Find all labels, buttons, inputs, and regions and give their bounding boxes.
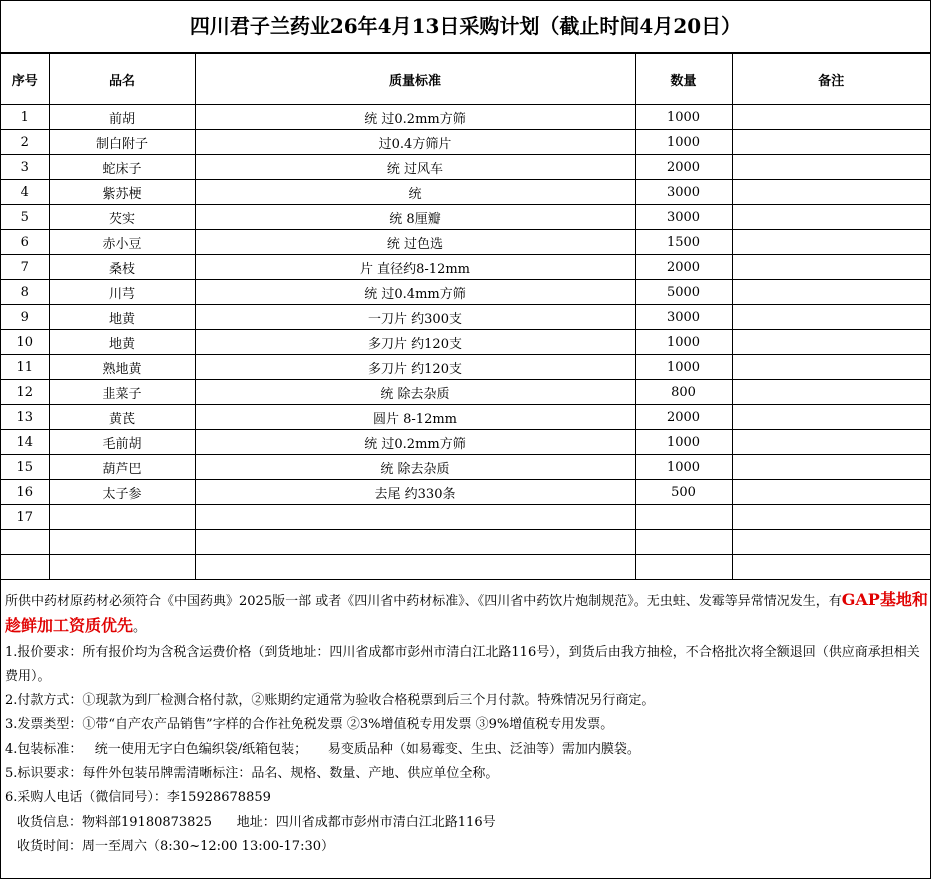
cell-name: 熟地黄 xyxy=(49,355,195,380)
table-row xyxy=(1,305,930,330)
document-title: 四川君子兰药业26年4月13日采购计划（截止时间4月20日） xyxy=(1,1,930,53)
cell-index: 13 xyxy=(1,405,49,430)
cell-name: 芡实 xyxy=(49,205,195,230)
cell-index: 6 xyxy=(1,230,49,255)
cell-index xyxy=(1,530,49,555)
note-packaging: 4.包装标准： 统一使用无字白色编织袋/纸箱包装； 易变质品种（如易霉变、生虫、泛油等）需加内膜袋。 xyxy=(5,741,640,757)
cell-standard: 去尾 约330条 xyxy=(195,480,635,505)
cell-name xyxy=(49,530,195,555)
cell-index: 3 xyxy=(1,155,49,180)
cell-name: 前胡 xyxy=(49,105,195,130)
cell-standard: 统 过色选 xyxy=(195,230,635,255)
cell-remark xyxy=(732,255,930,280)
cell-quantity xyxy=(635,555,732,580)
table-row xyxy=(1,505,930,530)
cell-remark xyxy=(732,505,930,530)
cell-index: 16 xyxy=(1,480,49,505)
cell-index: 7 xyxy=(1,255,49,280)
note-payment: 2.付款方式：①现款为到厂检测合格付款，②账期约定通常为验收合格税票到后三个月付款。特殊情况另行商定。 xyxy=(5,693,655,709)
cell-standard: 统 8厘瓣 xyxy=(195,205,635,230)
cell-quantity xyxy=(635,530,732,555)
header-remark: 备注 xyxy=(732,54,930,105)
cell-standard: 圆片 8-12mm xyxy=(195,405,635,430)
cell-standard: 统 除去杂质 xyxy=(195,380,635,405)
cell-quantity: 1000 xyxy=(635,355,732,380)
cell-index: 12 xyxy=(1,380,49,405)
cell-remark xyxy=(732,530,930,555)
cell-remark xyxy=(732,155,930,180)
cell-remark xyxy=(732,380,930,405)
table-row xyxy=(1,205,930,230)
table-header xyxy=(1,54,930,105)
cell-standard: 多刀片 约120支 xyxy=(195,330,635,355)
cell-name: 蛇床子 xyxy=(49,155,195,180)
cell-quantity: 1000 xyxy=(635,105,732,130)
cell-remark xyxy=(732,330,930,355)
table-row xyxy=(1,380,930,405)
cell-index: 8 xyxy=(1,280,49,305)
cell-name: 毛前胡 xyxy=(49,430,195,455)
table-row xyxy=(1,480,930,505)
cell-quantity xyxy=(635,505,732,530)
table-row xyxy=(1,530,930,555)
cell-quantity: 3000 xyxy=(635,305,732,330)
intro-text: 所供中药材原药材必须符合《中国药典》2025版一部 或者《四川省中药材标准》、《四川省中药饮片炮制规范》。无虫蛀、发霉等异常情况发生，有 xyxy=(5,594,842,609)
cell-quantity: 500 xyxy=(635,480,732,505)
cell-name: 太子参 xyxy=(49,480,195,505)
table-row xyxy=(1,330,930,355)
cell-standard: 片 直径约8-12mm xyxy=(195,255,635,280)
cell-standard: 统 过0.2mm方筛 xyxy=(195,105,635,130)
cell-index: 15 xyxy=(1,455,49,480)
table-row xyxy=(1,230,930,255)
cell-name: 桑枝 xyxy=(49,255,195,280)
cell-name: 葫芦巴 xyxy=(49,455,195,480)
cell-remark xyxy=(732,105,930,130)
cell-index: 5 xyxy=(1,205,49,230)
cell-index: 1 xyxy=(1,105,49,130)
header-name: 品名 xyxy=(49,54,195,105)
cell-quantity: 2000 xyxy=(635,155,732,180)
cell-index: 2 xyxy=(1,130,49,155)
cell-index: 9 xyxy=(1,305,49,330)
note-labeling: 5.标识要求：每件外包装吊牌需清晰标注：品名、规格、数量、产地、供应单位全称。 xyxy=(5,766,499,782)
note-receive-time: 收货时间：周一至周六（8:30~12:00 13:00-17:30） xyxy=(17,838,335,854)
cell-name xyxy=(49,505,195,530)
cell-standard: 统 过0.4mm方筛 xyxy=(195,280,635,305)
cell-standard: 多刀片 约120支 xyxy=(195,355,635,380)
cell-quantity: 1000 xyxy=(635,430,732,455)
cell-remark xyxy=(732,405,930,430)
table-row xyxy=(1,155,930,180)
table-row xyxy=(1,405,930,430)
cell-remark xyxy=(732,555,930,580)
cell-name: 地黄 xyxy=(49,305,195,330)
cell-standard: 统 除去杂质 xyxy=(195,455,635,480)
note-intro xyxy=(5,588,930,641)
table-row xyxy=(1,555,930,580)
cell-quantity: 1500 xyxy=(635,230,732,255)
cell-index: 11 xyxy=(1,355,49,380)
header-standard: 质量标准 xyxy=(195,54,635,105)
cell-name: 黄芪 xyxy=(49,405,195,430)
cell-index: 10 xyxy=(1,330,49,355)
cell-remark xyxy=(732,205,930,230)
intro-end: 。 xyxy=(133,620,147,636)
cell-name: 制白附子 xyxy=(49,130,195,155)
cell-remark xyxy=(732,430,930,455)
notes-section xyxy=(1,580,930,859)
cell-quantity: 2000 xyxy=(635,405,732,430)
cell-quantity: 5000 xyxy=(635,280,732,305)
cell-remark xyxy=(732,180,930,205)
header-quantity: 数量 xyxy=(635,54,732,105)
cell-name: 赤小豆 xyxy=(49,230,195,255)
cell-quantity: 1000 xyxy=(635,330,732,355)
table-row xyxy=(1,280,930,305)
cell-quantity: 800 xyxy=(635,380,732,405)
purchase-table xyxy=(1,53,930,580)
cell-remark xyxy=(732,355,930,380)
cell-standard: 统 xyxy=(195,180,635,205)
cell-remark xyxy=(732,305,930,330)
cell-name: 韭菜子 xyxy=(49,380,195,405)
cell-quantity: 3000 xyxy=(635,205,732,230)
cell-quantity: 3000 xyxy=(635,180,732,205)
cell-index: 14 xyxy=(1,430,49,455)
cell-standard xyxy=(195,505,635,530)
cell-name: 地黄 xyxy=(49,330,195,355)
cell-standard xyxy=(195,555,635,580)
cell-standard: 过0.4方筛片 xyxy=(195,130,635,155)
note-quote-requirement: 1.报价要求：所有报价均为含税含运费价格（到货地址：四川省成都市彭州市清白江北路116号），到货后由我方抽检，不合格批次将全额退回（供应商承担相关费用）。 xyxy=(5,644,920,684)
cell-remark xyxy=(732,130,930,155)
highlight-text: GAP基地和趁鲜加工资质优先 xyxy=(5,590,928,636)
header-index: 序号 xyxy=(1,54,49,105)
table-row xyxy=(1,355,930,380)
table-row xyxy=(1,430,930,455)
cell-standard xyxy=(195,530,635,555)
cell-quantity: 1000 xyxy=(635,130,732,155)
table-row xyxy=(1,255,930,280)
cell-remark xyxy=(732,480,930,505)
cell-standard: 统 过风车 xyxy=(195,155,635,180)
cell-standard: 一刀片 约300支 xyxy=(195,305,635,330)
cell-remark xyxy=(732,230,930,255)
table-row xyxy=(1,455,930,480)
cell-quantity: 1000 xyxy=(635,455,732,480)
cell-name: 紫苏梗 xyxy=(49,180,195,205)
cell-index: 17 xyxy=(1,505,49,530)
cell-remark xyxy=(732,280,930,305)
note-invoice: 3.发票类型：①带“自产农产品销售”字样的合作社免税发票 ②3%增值税专用发票 ③9%增值税专用发票。 xyxy=(5,717,614,733)
cell-quantity: 2000 xyxy=(635,255,732,280)
cell-index: 4 xyxy=(1,180,49,205)
cell-remark xyxy=(732,455,930,480)
table-row xyxy=(1,105,930,130)
table-row xyxy=(1,180,930,205)
cell-name: 川芎 xyxy=(49,280,195,305)
note-contact: 6.采购人电话（微信同号）：李15928678859 xyxy=(5,790,271,806)
note-receive-info: 收货信息：物料部19180873825 地址：四川省成都市彭州市清白江北路116号 xyxy=(17,814,496,830)
cell-name xyxy=(49,555,195,580)
cell-index xyxy=(1,555,49,580)
table-row xyxy=(1,130,930,155)
cell-standard: 统 过0.2mm方筛 xyxy=(195,430,635,455)
